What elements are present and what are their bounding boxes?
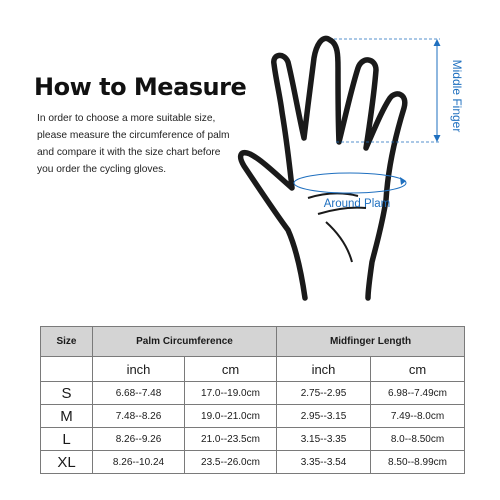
size-cell: S <box>41 382 93 405</box>
intro-line: In order to choose a more suitable size, <box>37 113 216 124</box>
palm-inch-cell: 6.68--7.48 <box>93 382 185 405</box>
palm-cm-cell: 21.0--23.5cm <box>185 428 277 451</box>
palm-inch-cell: 8.26--10.24 <box>93 451 185 474</box>
palm-cm-cell: 17.0--19.0cm <box>185 382 277 405</box>
mid-cm-cell: 6.98--7.49cm <box>371 382 465 405</box>
units-blank <box>41 357 93 382</box>
page-title: How to Measure <box>34 73 247 101</box>
palm-cm-cell: 23.5--26.0cm <box>185 451 277 474</box>
mid-cm-cell: 8.0--8.50cm <box>371 428 465 451</box>
midfinger-header: Midfinger Length <box>277 327 465 357</box>
unit-cell: cm <box>371 357 465 382</box>
mid-inch-cell: 2.75--2.95 <box>277 382 371 405</box>
palm-cm-cell: 19.0--21.0cm <box>185 405 277 428</box>
mid-inch-cell: 3.35--3.54 <box>277 451 371 474</box>
hand-outline <box>241 38 405 298</box>
header-row <box>41 327 465 357</box>
intro-line: please measure the circumference of palm <box>37 130 230 141</box>
unit-cell: inch <box>277 357 371 382</box>
size-header: Size <box>41 327 93 357</box>
mid-cm-cell: 8.50--8.99cm <box>371 451 465 474</box>
size-chart <box>40 326 465 474</box>
size-cell: M <box>41 405 93 428</box>
size-cell: L <box>41 428 93 451</box>
units-row <box>41 357 465 382</box>
arrow-down-icon <box>434 135 441 142</box>
middle-finger-label: Middle Finger <box>450 59 464 133</box>
mid-inch-cell: 2.95--3.15 <box>277 405 371 428</box>
table-row <box>41 405 465 428</box>
intro-line: and compare it with the size chart before <box>37 147 221 158</box>
palm-header: Palm Circumference <box>93 327 277 357</box>
palm-crease <box>326 222 352 262</box>
mid-inch-cell: 3.15--3.35 <box>277 428 371 451</box>
palm-inch-cell: 7.48--8.26 <box>93 405 185 428</box>
unit-cell: cm <box>185 357 277 382</box>
around-palm-label: Around Plam <box>323 198 391 210</box>
mid-cm-cell: 7.49--8.0cm <box>371 405 465 428</box>
table-row <box>41 382 465 405</box>
arrow-right-icon <box>400 177 406 185</box>
table-row <box>41 428 465 451</box>
unit-cell: inch <box>93 357 185 382</box>
arrow-up-icon <box>434 39 441 46</box>
intro-line: you order the cycling gloves. <box>37 164 167 175</box>
table-row <box>41 451 465 474</box>
size-cell: XL <box>41 451 93 474</box>
palm-inch-cell: 8.26--9.26 <box>93 428 185 451</box>
